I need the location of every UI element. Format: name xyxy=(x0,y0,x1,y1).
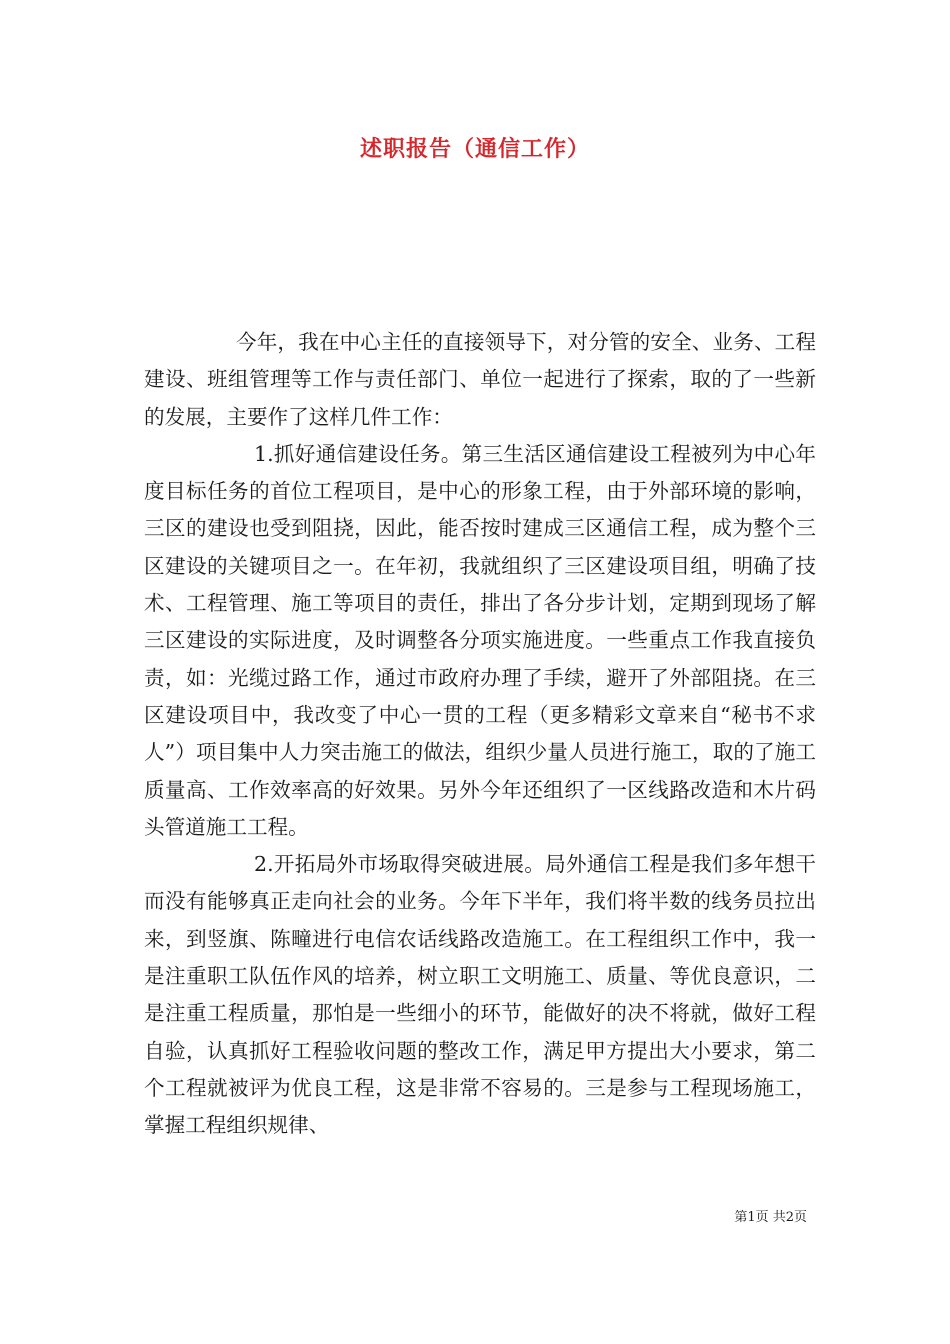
paragraph-item-2: 2.开拓局外市场取得突破进展。局外通信工程是我们多年想干而没有能够真正走向社会的业务。今年下半年，我们将半数的线务员拉出来，到竖旗、陈疃进行电信农话线路改造施工。在工程组织工作中，我一是注重职工队伍作风的培养，树立职工文明施工、质量、等优良意识，二是注重工程质量，那怕是一些细小的环节，能做好的决不将就，做好工程自验，认真抓好工程验收问题的整改工作，满足甲方提出大小要求，第二个工程就被评为优良工程，这是非常不容易的。三是参与工程现场施工，掌握工程组织规律、 xyxy=(144,852,816,1138)
document-body xyxy=(144,324,816,1145)
document-title: 述职报告（通信工作） xyxy=(359,136,590,162)
page-number-footer: 第1页 共2页 xyxy=(734,1210,807,1225)
paragraph-intro: 今年，我在中心主任的直接领导下，对分管的安全、业务、工程建设、班组管理等工作与责任部门、单位一起进行了探索，取的了一些新的发展，主要作了这样几件工作： xyxy=(144,330,816,429)
paragraph-item-1: 1.抓好通信建设任务。第三生活区通信建设工程被列为中心年度目标任务的首位工程项目，是中心的形象工程，由于外部环境的影响，三区的建设也受到阻挠，因此，能否按时建成三区通信工程，成为整个三区建设的关键项目之一。在年初，我就组织了三区建设项目组，明确了技术、工程管理、施工等项目的责任，排出了各分步计划，定期到现场了解三区建设的实际进度，及时调整各分项实施进度。一些重点工作我直接负责，如：光缆过路工作，通过市政府办理了手续，避开了外部阻挠。在三区建设项目中，我改变了中心一贯的工程（更多精彩文章来自“秘书不求人”）项目集中人力突击施工的做法，组织少量人员进行施工，取的了施工质量高、工作效率高的好效果。另外今年还组织了一区线路改造和木片码头管道施工工程。 xyxy=(144,441,816,839)
